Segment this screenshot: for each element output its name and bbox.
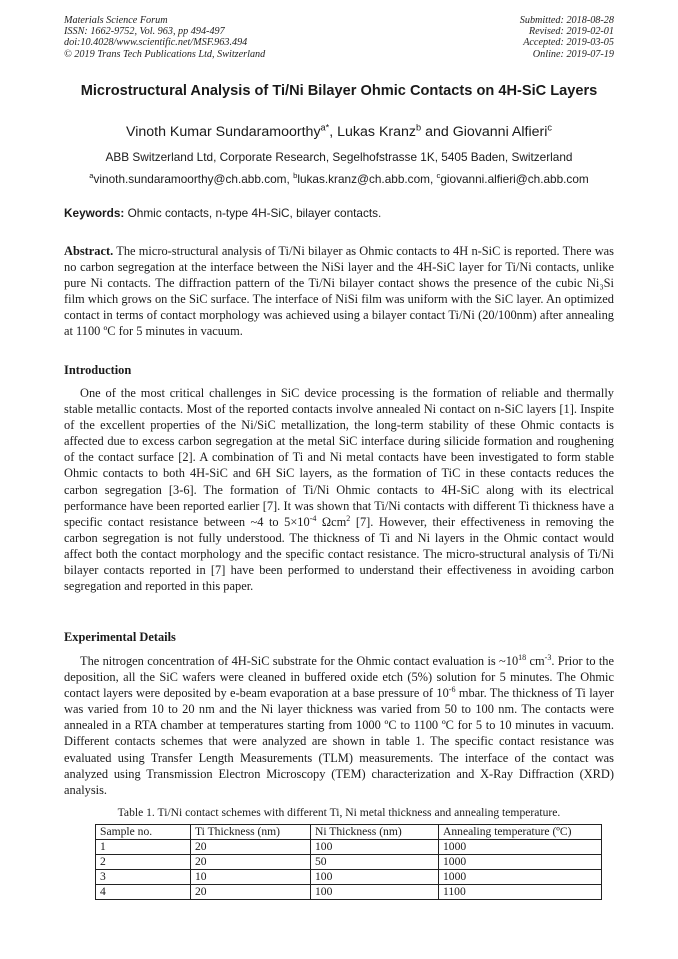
email-address[interactable]: giovanni.alfieri@ch.abb.com [440, 172, 589, 186]
author-and: and [421, 124, 453, 140]
table-header: Sample no. [96, 825, 191, 840]
table-cell: 10 [191, 870, 311, 885]
table-cell: 1000 [439, 855, 602, 870]
author-name: Giovanni Alfieri [452, 124, 548, 140]
table-cell: 3 [96, 870, 191, 885]
journal-info [64, 15, 265, 60]
exp-part: cm [526, 654, 545, 668]
exp-part: . Prior to the deposition, all the SiC wafers were cleaned in buffered oxide etch (5%) solution for 5 minutes. The Ohmic contact layers were deposited by e-beam evaporation at a base pressure of 10 [64, 654, 614, 701]
exp-part: mbar. The thickness of Ti layer was varied from 10 to 20 nm and the Ni layer thickness was varied from 50 to 100 nm. The contacts were annealed in a RTA chamber at temperatures starting from 1000 ºC to 1100 ºC for 5 to 10 minutes in vacuum. Different contacts schemes that were analyzed are shown in table 1. The specific contact resistance was evaluated using Transfer Length Measurements (TLM) measurements. The interface of the contact was analyzed using Transmission Electron Microscopy (TEM) characterization and X-Ray Diffraction (XRD) analysis. [64, 686, 614, 797]
table-cell: 50 [311, 855, 439, 870]
exp-exponent: -6 [448, 685, 456, 695]
author-name: Vinoth Kumar Sundaramoorthy [126, 124, 321, 140]
date-revised: Revised: 2019-02-01 [528, 26, 614, 38]
author-list [64, 123, 614, 141]
author-marker: a* [320, 122, 330, 133]
keywords [64, 206, 614, 221]
intro-part: One of the most critical challenges in SiC device processing is the formation of reliable and thermally stable metallic contacts. Most of the reported contacts involve annealed Ni contact on n-SiC layers [1]. Inspite of the excellent properties of the Ni/SiC metallization, the long-term stability of these Ohmic contacts is affected due to excess carbon segregation at the metal SiC interface during silicide formation and roughening of the contact surface [2]. A combination of Ti and Ni metal contacts have been investigated to form stable Ohmic contacts to both 4H-SiC and 6H SiC layers, as the formation of TiC in these contacts reduces the carbon segregation [3-6]. The formation of Ti/Ni Ohmic contacts to 4H-SiC along with its electrical performance have been reported earlier [7]. It was shown that Ti/Ni contacts with different Ti thickness have a specific contact resistance between ~4 to 5×10 [64, 386, 614, 529]
table-header: Annealing temperature (ºC) [439, 825, 602, 840]
contact-schemes-table [95, 824, 602, 900]
author-marker: b [416, 122, 422, 133]
journal-copyright: © 2019 Trans Tech Publications Ltd, Switzerland [64, 48, 266, 60]
email-marker: a [89, 171, 94, 181]
intro-exponent: -4 [309, 513, 317, 523]
abstract-label: Abstract. [64, 244, 114, 258]
intro-exponent: 2 [346, 513, 351, 523]
table-header-row [96, 825, 602, 840]
table-row [96, 885, 602, 900]
table-row [96, 840, 602, 855]
table-row [96, 870, 602, 885]
paper-title: Microstructural Analysis of Ti/Ni Bilayer Ohmic Contacts on 4H-SiC Layers [80, 83, 598, 99]
experimental-heading: Experimental Details [64, 630, 176, 644]
keywords-text: Ohmic contacts, n-type 4H-SiC, bilayer contacts. [124, 206, 382, 220]
table-cell: 1000 [439, 870, 602, 885]
date-submitted: Submitted: 2018-08-28 [519, 15, 614, 26]
email-marker: b [293, 171, 298, 181]
table-cell: 100 [311, 885, 439, 900]
table-header: Ni Thickness (nm) [311, 825, 439, 840]
introduction-text [64, 385, 614, 594]
exp-part: The nitrogen concentration of 4H-SiC substrate for the Ohmic contact evaluation is ~10 [80, 654, 519, 668]
submission-dates [520, 15, 614, 60]
email-marker: c [436, 171, 441, 181]
table-header: Ti Thickness (nm) [191, 825, 311, 840]
author-marker: c [547, 122, 552, 133]
table-cell: 20 [191, 885, 311, 900]
keywords-label: Keywords: [64, 206, 125, 220]
journal-doi: doi:10.4028/www.scientific.net/MSF.963.494 [64, 37, 248, 49]
table-caption: Table 1. Ti/Ni contact schemes with different Ti, Ni metal thickness and annealing temperature. [117, 806, 561, 819]
journal-issn: ISSN: 1662-9752, Vol. 963, pp 494-497 [64, 26, 225, 38]
author-name: Lukas Kranz [337, 124, 417, 140]
abstract-text: The micro-structural analysis of Ti/Ni bilayer as Ohmic contacts to 4H n-SiC is reported. There was no carbon segregation at the interface between the NiSi layer and the 4H-SiC layer for Ti/Ni contacts, unlike pure Ni contacts. The diffraction pattern of the Ti/Ni bilayer contact shows the presence of the cubic Ni₃Si film which grows on the SiC surface. The interface of NiSi film was uniform with the SiC layer. An optimized contact in terms of contact morphology was achieved using a bilayer contact Ti/Ni (20/100nm) after annealing at 1100 ºC for 5 minutes in vacuum. [64, 244, 614, 339]
table-cell: 4 [96, 885, 191, 900]
journal-name: Materials Science Forum [64, 15, 168, 26]
intro-part: Ωcm [316, 514, 347, 529]
table-row [96, 855, 602, 870]
date-online: Online: 2019-07-19 [532, 48, 614, 60]
email-list: $^a$vinoth.sundaramoorthy@ch.abb.com, $^b$lukas.kranz@ch.abb.com, $^c$giovanni.alfieri@ch.abb.com [89, 171, 589, 186]
table-cell: 2 [96, 855, 191, 870]
exp-exponent: -3 [544, 652, 552, 662]
table-cell: 20 [191, 855, 311, 870]
email-address[interactable]: lukas.kranz@ch.abb.com [297, 172, 430, 186]
email-address[interactable]: vinoth.sundaramoorthy@ch.abb.com [93, 172, 287, 186]
table-cell: 100 [311, 870, 439, 885]
experimental-text [64, 653, 614, 798]
abstract [64, 243, 614, 340]
table-cell: 1 [96, 840, 191, 855]
date-accepted: Accepted: 2019-03-05 [523, 37, 614, 49]
exp-exponent: 18 [518, 652, 527, 662]
affiliation: ABB Switzerland Ltd, Corporate Research, Segelhofstrasse 1K, 5405 Baden, Switzerland [105, 150, 573, 164]
introduction-heading: Introduction [64, 363, 132, 377]
table-cell: 20 [191, 840, 311, 855]
author-separator: , [329, 124, 338, 140]
table-cell: 1100 [439, 885, 602, 900]
table-cell: 1000 [439, 840, 602, 855]
intro-part: [7]. However, their effectiveness in removing the carbon segregation is not fully understood. The thickness of Ti and Ni layers in the Ohmic contact would affect both the contact morphology and the specific contact resistance. The micro-structural analysis of Ti/Ni bilayer contacts reported in [7] have been performed to understand their effectiveness in avoiding carbon segregation and reported in this paper. [64, 514, 614, 594]
table-cell: 100 [311, 840, 439, 855]
